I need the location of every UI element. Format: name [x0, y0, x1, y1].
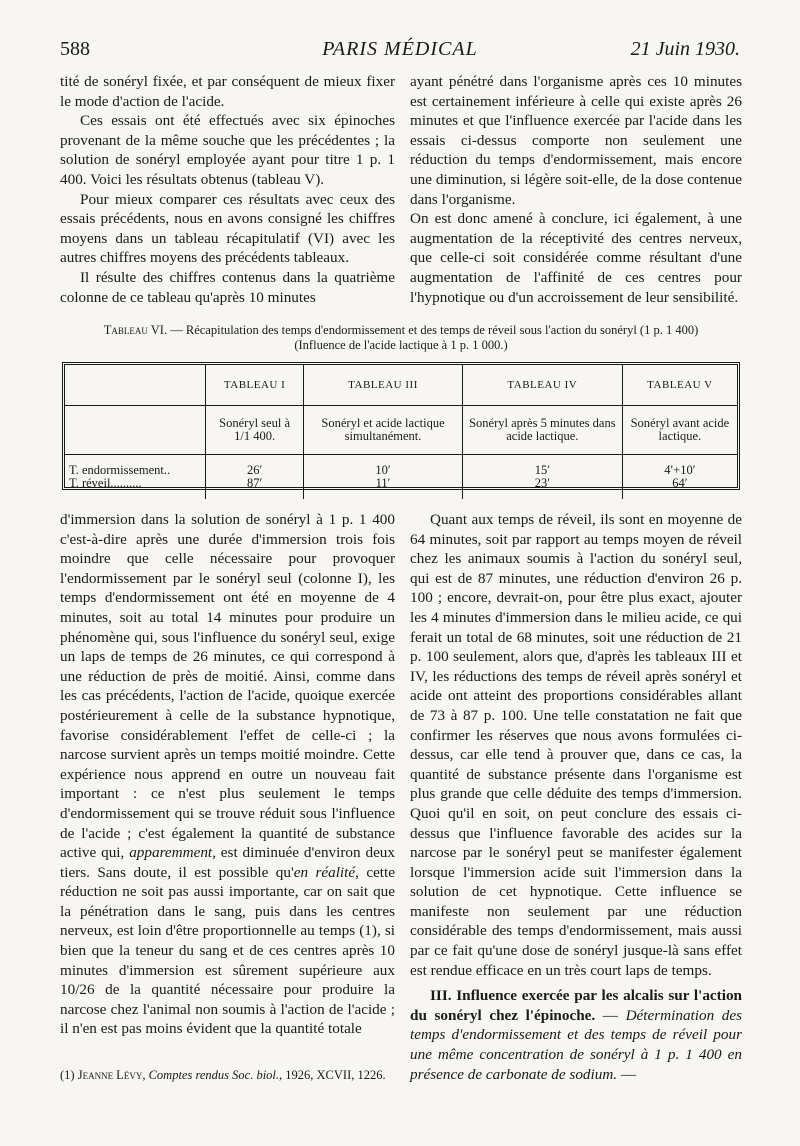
- paragraph: Pour mieux comparer ces résultats avec ceux des essais précédents, nous en avons consigné les chiffres moyens dans un tableau récapitulatif (VI) avec les autres chiffres moyens des précédents tableaux.: [60, 190, 395, 267]
- emphasis: en réalité: [293, 863, 356, 881]
- table-caption: [60, 323, 742, 353]
- value-cell: 11′: [375, 476, 391, 490]
- issue-date: 21 Juin 1930.: [630, 38, 740, 60]
- paragraph: Il résulte des chiffres contenus dans la quatrième colonne de ce tableau qu'après 10 minutes: [60, 268, 395, 306]
- top-left-column: [60, 72, 395, 307]
- value-cell: 64′: [672, 476, 688, 490]
- col-header: TABLEAU IV: [462, 365, 622, 406]
- caption-line1: — Récapitulation des temps d'endormissement et des temps de réveil sous l'action du sonéryl (1 p. 1 400): [167, 323, 699, 337]
- condition-cell: Sonéryl avant acide lactique.: [622, 406, 737, 455]
- row-label: T. réveil..........: [69, 476, 142, 490]
- col-header: TABLEAU I: [206, 365, 304, 406]
- footnote-author: Jeanne Lévy,: [77, 1068, 146, 1082]
- value-cell: 26′: [246, 463, 263, 477]
- condition-cell: Sonéryl après 5 minutes dans acide lactique.: [462, 406, 622, 455]
- bottom-right-column: [410, 510, 742, 1084]
- value-cell: 87′: [246, 476, 263, 490]
- table-values-row: [65, 455, 737, 500]
- emphasis: apparemment: [129, 844, 213, 862]
- paragraph: d'immersion dans la solution de sonéryl à 1 p. 1 400 c'est-à-dire après une durée d'immersion trois fois moindre que celle nécessaire pour provoquer l'endormissement par le sonéryl seul (colonne I), les temps d'endormissement ont été en moyenne de 4 minutes, soit au total 14 minutes pour produire un phénomène qui, sous l'influence du sonéryl seul, exige un laps de temps de 26 minutes, ce qui correspond à une réduction de près de moitié. Ainsi, comme dans les cas précédents, l'action de l'acide, quoique exercée postérieurement à celle de la substance hypnotique, favorise considérablement l'effet de celle-ci ; la narcose survient après un temps moitié moindre. Cette expérience nous apprend en outre un nouveau fait important : ce n'est plus seulement le temps d'endormissement qui se trouve réduit sous l'influence de l'acide ; c'est également la quantité de substance active qui, apparemment, est diminuée d'environ deux tiers. Sans doute, il est possible qu'en réalité, cette réduction ne soit pas aussi importante, car on sait que la pénétration dans le sang, puis dans les centres nerveux, est loin d'être proportionnelle au temps (1), si bien que la teneur du sang et de ces centres après 10 minutes d'immersion est sûrement supérieure aux 10/26 de la quantité nécessaire pour produire la narcose chez l'animal non soumis à l'action de l'acide ; il n'en est pas moins évident que la quantité totale: [60, 511, 395, 1038]
- bottom-left-column: [60, 510, 395, 1039]
- condition-cell: Sonéryl et acide lactique simultanément.: [304, 406, 463, 455]
- footnote-journal: Comptes rendus Soc. biol.,: [145, 1068, 283, 1082]
- value-cell: 10′: [375, 463, 391, 477]
- table-header-row: [65, 365, 737, 406]
- value-cell: 15′: [534, 463, 550, 477]
- col-header: TABLEAU V: [622, 365, 737, 406]
- page-number: 588: [60, 38, 90, 60]
- value-cell: 23′: [534, 476, 550, 490]
- summary-table: [62, 362, 740, 490]
- value-cell: 4′+10′: [664, 463, 696, 477]
- paragraph: ayant pénétré dans l'organisme après ces 10 minutes est certainement inférieure à celle qui existe après 26 minutes et que l'influence exercée par l'acide dans les essais ci-dessus comporte non seulement une réduction du temps d'endormissement, mais encore une diminution, si légère soit-elle, de la dose contenue dans l'organisme.: [410, 73, 742, 208]
- page-header: [60, 38, 740, 68]
- row-label: T. endormissement..: [69, 463, 171, 477]
- paragraph: Quant aux temps de réveil, ils sont en moyenne de 64 minutes, soit par rapport au temps moyen de réveil chez les animaux soumis à l'action du sonéryl seul, qui est de 87 minutes, une réduction d'environ 26 p. 100 ; encore, devrait-on, pour être plus exact, ajouter les 4 minutes d'immersion dans le milieu acide, ce qui ferait un total de 68 minutes, soit une réduction de 21 p. 100 seulement, alors que, d'après les tableaux III et IV, les réductions des temps de réveil après sonéryl et acide ont atteint des proportions considérables allant de 73 à 87 p. 100. Une telle constatation ne fait que confirmer les réserves que nous avons formulées ci-dessus, car elle tend à prouver que, dans ce cas, la quantité de substance présente dans l'organisme est plus grande que celle déduite des temps d'immersion. Quoi qu'il en soit, on peut conclure des essais ci-dessus que l'influence favorable des acides sur la narcose par le sonéryl peut se manifester également lorsque l'immersion acide suit l'immersion dans la solution de cet hypnotique. Cette influence se manifeste non seulement par une réduction considérable des temps d'endormissement, mais aussi par ce fait qu'une dose de sonéryl jusque-là sans effet est rendue efficace en un très court laps de temps.: [410, 511, 742, 979]
- paragraph: On est donc amené à conclure, ici également, à une augmentation de la réceptivité des centres nerveux, que celle-ci soit considérée comme résultant d'une augmentation de l'affinité de ces centres pour l'hypnotique ou d'un accroissement de leur sensibilité.: [410, 210, 742, 306]
- paragraph: Ces essais ont été effectués avec six épinoches provenant de la même souche que les précédentes ; la solution de sonéryl employée ayant pour titre 1 p. 1 400. Voici les résultats obtenus (tableau V).: [60, 112, 395, 188]
- caption-label: Tableau VI.: [103, 323, 168, 337]
- section-subtitle: Détermination des temps d'endormissement et des temps de réveil pour une même concentration de sonéryl à 1 p. 1 400 en présence de carbonate de sodium.: [410, 1006, 742, 1083]
- caption-line2: (Influence de l'acide lactique à 1 p. 1 000.): [294, 338, 508, 352]
- paragraph: tité de sonéryl fixée, et par conséquent de mieux fixer le mode d'action de l'acide.: [60, 73, 395, 110]
- footnote: (1) Jeanne Lévy, Comptes rendus Soc. biol., 1926, XCVII, 1226.: [60, 1068, 386, 1082]
- table-conditions-row: [65, 406, 737, 455]
- condition-cell: Sonéryl seul à 1/1 400.: [206, 406, 304, 455]
- section-heading: III. Influence exercée par les alcalis sur l'action du sonéryl chez l'épinoche.: [410, 987, 742, 1024]
- col-header: TABLEAU III: [304, 365, 463, 406]
- section-paragraph: III. Influence exercée par les alcalis sur l'action du sonéryl chez l'épinoche. — Détermination des temps d'endormissement et des temps de réveil pour une même concentration de sonéryl à 1 p. 1 400 en présence de carbonate de sodium. —: [410, 987, 742, 1083]
- journal-title: PARIS MÉDICAL: [322, 38, 478, 60]
- top-right-column: [410, 72, 742, 307]
